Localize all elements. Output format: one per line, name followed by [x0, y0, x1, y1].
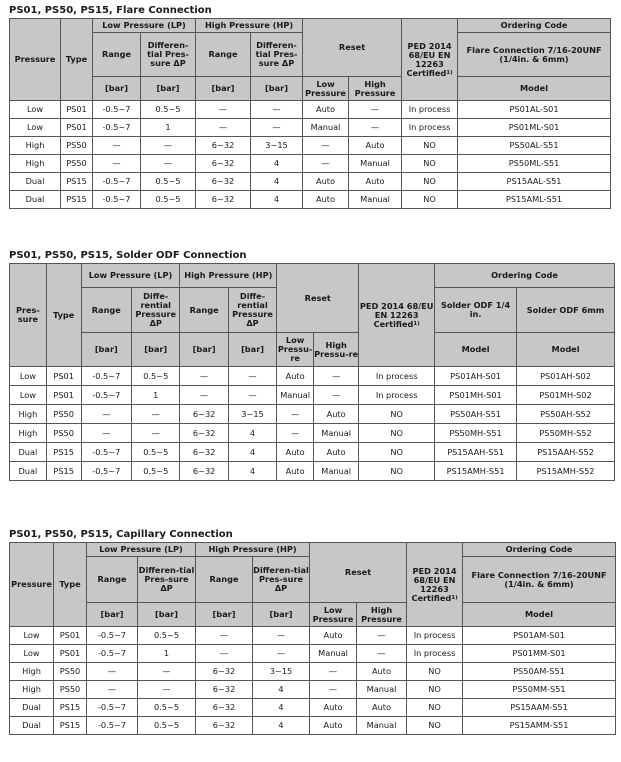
cell-model: PS01AL-S01: [458, 101, 611, 119]
header-high-pressure: High Pressure (HP): [180, 264, 277, 288]
cell-hp-diff: 4: [228, 462, 276, 481]
unit-hp-range: [bar]: [196, 77, 251, 101]
cell-type: PS01: [54, 645, 87, 663]
cell-pressure: Dual: [10, 443, 47, 462]
cell-pressure: High: [10, 155, 61, 173]
cell-type: PS50: [46, 405, 81, 424]
cell-lp-diff: —: [141, 155, 196, 173]
table-row: [10, 137, 611, 155]
cell-hp-range: 6~32: [180, 462, 228, 481]
cell-model-1: PS01AH-S01: [435, 367, 517, 386]
cell-reset-high: Auto: [314, 443, 359, 462]
cell-hp-diff: 4: [251, 155, 303, 173]
cell-lp-diff: —: [132, 405, 180, 424]
cell-ped: NO: [402, 173, 458, 191]
cell-hp-diff: 4: [251, 191, 303, 209]
cell-hp-diff: 3~15: [251, 137, 303, 155]
cell-reset-low: Auto: [303, 173, 349, 191]
table-row: [10, 119, 611, 137]
table-row: [10, 386, 615, 405]
header-type: Type: [61, 19, 93, 101]
cell-hp-range: 6~32: [196, 699, 253, 717]
cell-lp-range: -0.5~7: [87, 717, 138, 735]
unit-lp-diff: [bar]: [141, 77, 196, 101]
unit-lp-diff: [bar]: [138, 603, 196, 627]
cell-reset-low: Auto: [277, 443, 314, 462]
header-hp-diff: Differen-tial Pres-sure ΔP: [251, 33, 303, 77]
cell-ped: NO: [407, 717, 463, 735]
cell-type: PS15: [61, 191, 93, 209]
header-type: Type: [54, 543, 87, 627]
cell-model: PS15AML-S51: [458, 191, 611, 209]
cell-ped: In process: [402, 119, 458, 137]
cell-lp-diff: 0.5~5: [132, 462, 180, 481]
unit-lp-range: [bar]: [87, 603, 138, 627]
cell-reset-high: —: [314, 367, 359, 386]
cell-lp-range: —: [87, 663, 138, 681]
header-hp-range: Range: [180, 288, 228, 333]
cell-lp-range: -0.5~7: [93, 173, 141, 191]
cell-reset-high: —: [314, 386, 359, 405]
cell-model-2: PS50AH-S52: [517, 405, 615, 424]
header-ped: [402, 19, 458, 101]
cell-hp-range: 6~32: [180, 405, 228, 424]
cell-reset-low: —: [277, 405, 314, 424]
header-high-pressure: High Pressure (HP): [196, 19, 303, 33]
cell-ped: In process: [402, 101, 458, 119]
cell-pressure: Low: [10, 101, 61, 119]
header-ped-label: PED 2014 68/EU EN 12263 Certified: [411, 565, 457, 603]
cell-lp-diff: 0.5~5: [132, 367, 180, 386]
header-low-pressure: Low Pressure (LP): [81, 264, 180, 288]
capillary-section: [9, 528, 616, 735]
header-lp-diff: Differen-tial Pres-sure ΔP: [141, 33, 196, 77]
cell-reset-low: Auto: [310, 627, 357, 645]
cell-reset-high: Manual: [349, 155, 402, 173]
cell-model: PS01MM-S01: [463, 645, 616, 663]
table-row: [10, 717, 616, 735]
cell-lp-range: -0.5~7: [87, 645, 138, 663]
header-reset-low: Low Pressure: [310, 603, 357, 627]
cell-hp-diff: 3~15: [228, 405, 276, 424]
header-ped-label: PED 2014 68/EU EN 12263 Certified: [406, 40, 452, 78]
cell-pressure: Low: [10, 627, 54, 645]
cell-reset-low: Auto: [310, 717, 357, 735]
unit-hp-diff: [bar]: [251, 77, 303, 101]
header-type: Type: [46, 264, 81, 367]
cell-lp-diff: 0.5~5: [141, 101, 196, 119]
cell-ped: NO: [407, 699, 463, 717]
unit-hp-range: [bar]: [196, 603, 253, 627]
cell-lp-diff: —: [138, 663, 196, 681]
cell-reset-high: Auto: [357, 663, 407, 681]
cell-model-2: PS01AH-S02: [517, 367, 615, 386]
cell-ped: NO: [402, 191, 458, 209]
unit-hp-diff: [bar]: [228, 333, 276, 367]
cell-reset-high: —: [349, 101, 402, 119]
cell-model-1: PS15AMH-S51: [435, 462, 517, 481]
cell-reset-high: Manual: [314, 424, 359, 443]
cell-reset-low: Auto: [277, 462, 314, 481]
header-pressure: Pressure: [10, 543, 54, 627]
cell-hp-range: 6~32: [196, 681, 253, 699]
footnote-marker: 1): [451, 594, 458, 601]
cell-lp-diff: 0.5~5: [141, 191, 196, 209]
header-hp-diff: Diffe-rential Pressure ΔP: [228, 288, 276, 333]
cell-reset-high: Auto: [349, 173, 402, 191]
cell-lp-range: -0.5~7: [87, 627, 138, 645]
cell-hp-diff: 4: [251, 173, 303, 191]
cell-reset-low: —: [303, 137, 349, 155]
header-model-1: Model: [435, 333, 517, 367]
header-reset: Reset: [277, 264, 359, 333]
cell-hp-diff: 3~15: [253, 663, 310, 681]
cell-lp-diff: 0.5~5: [138, 699, 196, 717]
cell-reset-high: Auto: [357, 699, 407, 717]
cell-model-1: PS50AH-S51: [435, 405, 517, 424]
cell-reset-high: —: [357, 645, 407, 663]
solder-odf-table: [9, 263, 615, 481]
header-pressure: Pres-sure: [10, 264, 47, 367]
cell-ped: NO: [402, 155, 458, 173]
cell-lp-range: -0.5~7: [87, 699, 138, 717]
cell-hp-diff: —: [228, 386, 276, 405]
unit-lp-range: [bar]: [81, 333, 132, 367]
cell-reset-high: Auto: [349, 137, 402, 155]
header-lp-range: Range: [93, 33, 141, 77]
cell-pressure: Low: [10, 645, 54, 663]
flare-section: [9, 4, 611, 209]
cell-model-2: PS15AAH-S52: [517, 443, 615, 462]
header-connection-quarter-inch: Solder ODF 1/4 in.: [435, 288, 517, 333]
cell-model: PS15AAL-S51: [458, 173, 611, 191]
cell-reset-low: —: [277, 424, 314, 443]
cell-hp-range: 6~32: [180, 424, 228, 443]
cell-model: PS15AMM-S51: [463, 717, 616, 735]
cell-lp-diff: 1: [138, 645, 196, 663]
header-connection: Flare Connection 7/16-20UNF (1/4in. & 6mm): [458, 33, 611, 77]
cell-reset-low: —: [303, 155, 349, 173]
cell-lp-diff: 0.5~5: [138, 627, 196, 645]
cell-pressure: High: [10, 405, 47, 424]
cell-ped: NO: [402, 137, 458, 155]
cell-pressure: Dual: [10, 717, 54, 735]
header-model-2: Model: [517, 333, 615, 367]
cell-type: PS15: [61, 173, 93, 191]
cell-model: PS15AAM-S51: [463, 699, 616, 717]
footnote-marker: 1): [446, 69, 453, 76]
cell-model: PS50AL-S51: [458, 137, 611, 155]
cell-type: PS50: [61, 137, 93, 155]
cell-pressure: High: [10, 681, 54, 699]
cell-lp-range: —: [93, 137, 141, 155]
unit-lp-diff: [bar]: [132, 333, 180, 367]
header-hp-diff: Differen-tial Pres-sure ΔP: [253, 557, 310, 603]
cell-lp-range: —: [87, 681, 138, 699]
cell-model-1: PS50MH-S51: [435, 424, 517, 443]
cell-reset-high: —: [349, 119, 402, 137]
cell-lp-range: -0.5~7: [81, 443, 132, 462]
cell-ped: NO: [359, 405, 435, 424]
cell-model: PS50ML-S51: [458, 155, 611, 173]
cell-pressure: Low: [10, 386, 47, 405]
cell-hp-diff: —: [228, 367, 276, 386]
table-row: [10, 681, 616, 699]
header-reset-high: High Pressu-re: [314, 333, 359, 367]
cell-type: PS01: [61, 119, 93, 137]
flare-table: [9, 18, 611, 209]
cell-lp-range: —: [81, 405, 132, 424]
cell-reset-low: Auto: [310, 699, 357, 717]
cell-ped: NO: [359, 443, 435, 462]
cell-lp-diff: 0.5~5: [141, 173, 196, 191]
cell-model: PS01AM-S01: [463, 627, 616, 645]
cell-pressure: High: [10, 663, 54, 681]
header-lp-diff: Diffe-rential Pressure ΔP: [132, 288, 180, 333]
section-title: PS01, PS50, PS15, Flare Connection: [9, 5, 212, 16]
header-connection: Flare Connection 7/16-20UNF (1/4in. & 6mm): [463, 557, 616, 603]
header-reset: Reset: [310, 543, 407, 603]
header-hp-range: Range: [196, 33, 251, 77]
cell-pressure: Low: [10, 119, 61, 137]
cell-pressure: Dual: [10, 699, 54, 717]
cell-pressure: Dual: [10, 462, 47, 481]
cell-model-2: PS50MH-S52: [517, 424, 615, 443]
cell-ped: In process: [407, 645, 463, 663]
header-pressure: Pressure: [10, 19, 61, 101]
cell-lp-range: -0.5~7: [81, 367, 132, 386]
cell-model-1: PS15AAH-S51: [435, 443, 517, 462]
header-reset: Reset: [303, 19, 402, 77]
header-low-pressure: Low Pressure (LP): [87, 543, 196, 557]
cell-reset-high: Manual: [357, 681, 407, 699]
cell-ped: NO: [407, 663, 463, 681]
header-low-pressure: Low Pressure (LP): [93, 19, 196, 33]
cell-hp-range: 6~32: [196, 663, 253, 681]
table-row: [10, 155, 611, 173]
cell-ped: In process: [407, 627, 463, 645]
solder-odf-section: [9, 249, 615, 481]
header-connection-6mm: Solder ODF 6mm: [517, 288, 615, 333]
table-row: [10, 101, 611, 119]
cell-pressure: Dual: [10, 173, 61, 191]
cell-lp-range: -0.5~7: [81, 462, 132, 481]
table-row: [10, 663, 616, 681]
header-lp-range: Range: [87, 557, 138, 603]
cell-lp-diff: —: [141, 137, 196, 155]
cell-lp-diff: —: [138, 681, 196, 699]
cell-model: PS50AM-S51: [463, 663, 616, 681]
header-lp-range: Range: [81, 288, 132, 333]
cell-hp-range: 6~32: [196, 191, 251, 209]
capillary-table: [9, 542, 616, 735]
table-row: [10, 645, 616, 663]
cell-hp-range: —: [180, 386, 228, 405]
cell-model-2: PS15AMH-S52: [517, 462, 615, 481]
cell-ped: NO: [407, 681, 463, 699]
header-ped: [407, 543, 463, 627]
cell-reset-low: Manual: [303, 119, 349, 137]
header-lp-diff: Differen-tial Pres-sure ΔP: [138, 557, 196, 603]
table-row: [10, 191, 611, 209]
header-ordering-code: Ordering Code: [458, 19, 611, 33]
table-row: [10, 173, 611, 191]
table-row: [10, 405, 615, 424]
cell-type: PS50: [61, 155, 93, 173]
cell-hp-range: 6~32: [196, 137, 251, 155]
header-ped: [359, 264, 435, 367]
header-reset-low: Low Pressure: [303, 77, 349, 101]
cell-reset-low: Manual: [310, 645, 357, 663]
cell-model-1: PS01MH-S01: [435, 386, 517, 405]
cell-type: PS15: [46, 443, 81, 462]
cell-hp-diff: —: [251, 119, 303, 137]
cell-model: PS50MM-S51: [463, 681, 616, 699]
cell-reset-low: Auto: [277, 367, 314, 386]
header-model: Model: [458, 77, 611, 101]
cell-type: PS01: [61, 101, 93, 119]
cell-model-2: PS01MH-S02: [517, 386, 615, 405]
cell-pressure: High: [10, 424, 47, 443]
cell-type: PS01: [46, 367, 81, 386]
table-row: [10, 443, 615, 462]
header-hp-range: Range: [196, 557, 253, 603]
cell-type: PS01: [54, 627, 87, 645]
cell-type: PS15: [46, 462, 81, 481]
cell-type: PS01: [46, 386, 81, 405]
header-reset-high: High Pressure: [349, 77, 402, 101]
header-high-pressure: High Pressure (HP): [196, 543, 310, 557]
cell-type: PS15: [54, 699, 87, 717]
cell-hp-diff: 4: [228, 443, 276, 462]
cell-type: PS50: [54, 663, 87, 681]
table-row: [10, 367, 615, 386]
header-ped-label: PED 2014 68/EU EN 12263 Certified: [359, 300, 434, 329]
cell-reset-low: —: [310, 663, 357, 681]
cell-pressure: Low: [10, 367, 47, 386]
cell-reset-high: Auto: [314, 405, 359, 424]
table-row: [10, 699, 616, 717]
cell-lp-diff: 0.5~5: [132, 443, 180, 462]
cell-hp-diff: —: [253, 627, 310, 645]
table-row: [10, 462, 615, 481]
cell-hp-range: 6~32: [196, 173, 251, 191]
cell-model: PS01ML-S01: [458, 119, 611, 137]
section-title: PS01, PS50, PS15, Solder ODF Connection: [9, 250, 247, 261]
cell-reset-high: Manual: [314, 462, 359, 481]
cell-pressure: High: [10, 137, 61, 155]
cell-type: PS50: [46, 424, 81, 443]
cell-lp-diff: 1: [132, 386, 180, 405]
header-ordering-code: Ordering Code: [463, 543, 616, 557]
cell-type: PS15: [54, 717, 87, 735]
header-reset-low: Low Pressu-re: [277, 333, 314, 367]
unit-hp-diff: [bar]: [253, 603, 310, 627]
header-reset-high: High Pressure: [357, 603, 407, 627]
cell-ped: In process: [359, 386, 435, 405]
cell-reset-low: Auto: [303, 191, 349, 209]
cell-lp-diff: 0.5~5: [138, 717, 196, 735]
cell-reset-low: —: [310, 681, 357, 699]
cell-lp-range: -0.5~7: [81, 386, 132, 405]
cell-lp-range: -0.5~7: [93, 191, 141, 209]
cell-lp-range: —: [93, 155, 141, 173]
cell-hp-range: —: [180, 367, 228, 386]
cell-pressure: Dual: [10, 191, 61, 209]
cell-reset-low: Manual: [277, 386, 314, 405]
cell-reset-high: —: [357, 627, 407, 645]
cell-hp-range: 6~32: [196, 717, 253, 735]
cell-hp-diff: —: [251, 101, 303, 119]
cell-hp-diff: —: [253, 645, 310, 663]
cell-hp-range: —: [196, 627, 253, 645]
cell-lp-diff: 1: [141, 119, 196, 137]
cell-hp-diff: 4: [253, 699, 310, 717]
footnote-marker: 1): [413, 320, 420, 327]
cell-ped: NO: [359, 462, 435, 481]
unit-hp-range: [bar]: [180, 333, 228, 367]
table-row: [10, 424, 615, 443]
cell-reset-low: Auto: [303, 101, 349, 119]
header-ordering-code: Ordering Code: [435, 264, 615, 288]
cell-lp-range: -0.5~7: [93, 101, 141, 119]
cell-hp-range: 6~32: [196, 155, 251, 173]
cell-hp-range: 6~32: [180, 443, 228, 462]
cell-ped: In process: [359, 367, 435, 386]
cell-hp-range: —: [196, 645, 253, 663]
cell-lp-diff: —: [132, 424, 180, 443]
section-title: PS01, PS50, PS15, Capillary Connection: [9, 529, 233, 540]
cell-hp-diff: 4: [228, 424, 276, 443]
cell-hp-diff: 4: [253, 681, 310, 699]
cell-type: PS50: [54, 681, 87, 699]
cell-hp-diff: 4: [253, 717, 310, 735]
cell-reset-high: Manual: [349, 191, 402, 209]
cell-lp-range: —: [81, 424, 132, 443]
table-row: [10, 627, 616, 645]
unit-lp-range: [bar]: [93, 77, 141, 101]
cell-lp-range: -0.5~7: [93, 119, 141, 137]
cell-hp-range: —: [196, 101, 251, 119]
cell-ped: NO: [359, 424, 435, 443]
cell-hp-range: —: [196, 119, 251, 137]
cell-reset-high: Manual: [357, 717, 407, 735]
header-model: Model: [463, 603, 616, 627]
